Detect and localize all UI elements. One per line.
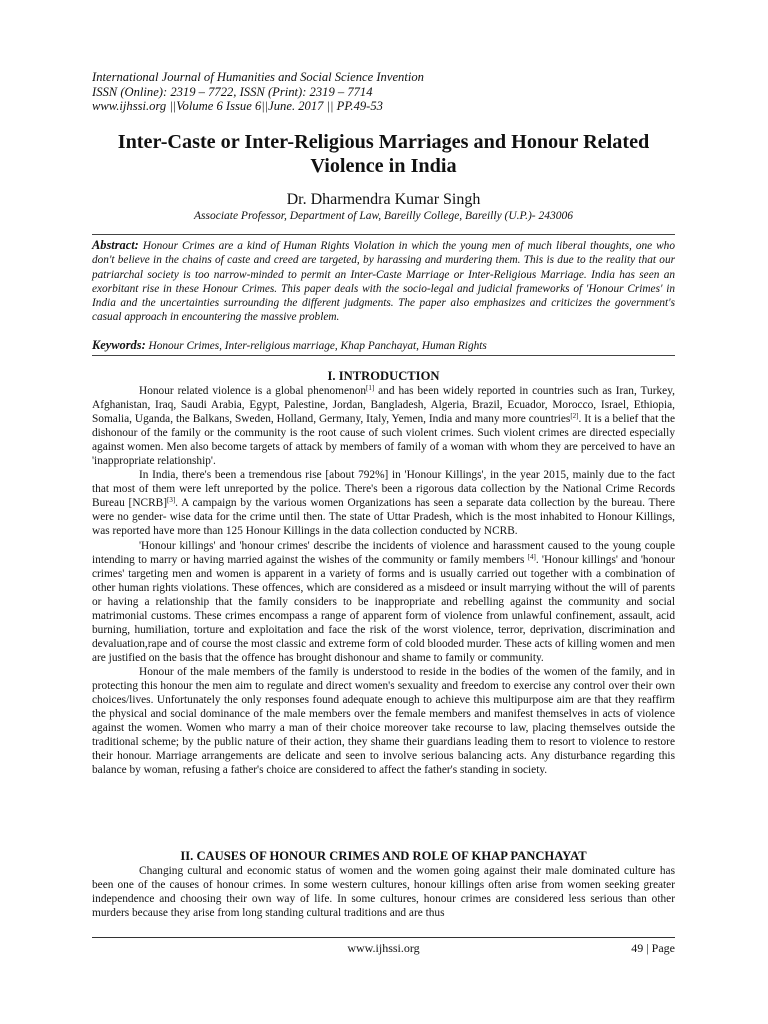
journal-name: International Journal of Humanities and Social Science Invention — [92, 70, 424, 84]
paper-title: Inter-Caste or Inter-Religious Marriages and Honour Related Violence in India — [117, 131, 650, 177]
citation[interactable]: [3] — [167, 496, 176, 505]
abstract-bottom-rule — [92, 355, 675, 356]
citation[interactable]: [2] — [570, 412, 579, 421]
citation[interactable]: [1] — [366, 384, 375, 392]
keywords — [92, 338, 675, 353]
journal-issn: ISSN (Online): 2319 – 7722, ISSN (Print): 2319 – 7714 — [92, 84, 373, 99]
author-affiliation: Associate Professor, Department of Law, Bareilly College, Bareilly (U.P.)- 243006 — [193, 210, 574, 222]
paragraph-text: . 'Honour killings' and 'honour crimes' targeting men and women is apparent in a variety of forms and is usually carried out together with a combination of other human rights violations. These offences, which are considered as a misdeed or insult marrying without the will of parents or having a relationship that the family considers to be inappropriate and rebelling against the community and social matrimonial customs. These crimes encompass a range of apparent form of violence from unlawful confinement, assault, acid burning, humiliation, torture and exploitation and face the risk of the worst violence, terror, deprivation, discrimination and devaluation,rape and of course the most classic and extreme form of cold blooded murder. These acts of killing women and men are justified on the basis that the offence has brought dishonour and shame to family or community. — [92, 553, 675, 664]
paragraph-text: . It is a belief that the dishonour of the family or the community is the root cause of such violent crimes. Such violent crimes are directed especially against women. Men also become targets of attack by members of family of a woman with whom they are perceived to have an 'inappropriate relationship'. — [92, 413, 676, 468]
paragraph-text: Honour related violence is a global phenomenon — [139, 385, 367, 397]
paragraph-text: In India, there's been a tremendous rise [about 792%] in 'Honour Killings', in the year 2015, mainly due to the fact that most of them were left unreported by the police. There's been a rigorous data collection by the National Crime Records Bureau [NCRB] — [92, 469, 675, 510]
author-name: Dr. Dharmendra Kumar Singh — [286, 191, 481, 208]
section-heading-introduction: I. INTRODUCTION — [327, 369, 440, 383]
page-number: 49 | Page — [631, 941, 675, 955]
paragraph-text: 'Honour killings' and 'honour crimes' describe the incidents of violence and harassment caused to the young couple intending to marry or having married against the wishes of the community or family members — [92, 539, 675, 566]
footer-rule — [92, 937, 675, 938]
paragraph-text: . A campaign by the various women Organizations has seen a separate data collection by the bureau. There were no gender- wise data for the crime until then. The state of Uttar Pradesh, which is the most inhabited to Honour Killings, was reported have more than 125 Honour Killings in the data collection conducted by NCRB. — [92, 497, 676, 538]
abstract-top-rule — [92, 234, 675, 235]
keywords-text: Honour Crimes, Inter-religious marriage, Khap Panchayat, Human Rights — [148, 340, 487, 352]
paragraph-text: and has been widely reported in countries such as Iran, Turkey, Afghanistan, Iraq, Saudi Arabia, Egypt, Palestine, Jordan, Bangladesh, Algeria, Brazil, Ecuador, Morocco, Israel, Ethiopia, Somalia, Uganda, the Balkans, Sweden, Holland, Germany, Italy, Yemen, India and many more countries — [92, 385, 675, 426]
paragraph: Changing cultural and economic status of women and the women going against their male dominated culture has been one of the causes of honour crimes. In some western cultures, honour killings often arise from women seeking greater independence and choosing their own way of life. In some cultures, honour crimes are considered less serious than other murders because they arise from long standing cultural traditions and are thus — [92, 865, 675, 920]
paper-page — [92, 0, 675, 1024]
paragraph — [92, 539, 675, 665]
introduction-body — [92, 384, 675, 777]
journal-issue: www.ijhssi.org ||Volume 6 Issue 6||June. 2017 || PP.49-53 — [92, 99, 383, 113]
abstract — [92, 238, 675, 325]
causes-body — [92, 864, 675, 920]
abstract-text: Honour Crimes are a kind of Human Rights Violation in which the young men of much liberal thoughts, one who don't believe in the chains of caste and creed are targeted, by harassing and murdering them. This is due to the reality that our patriarchal society is too narrow-minded to permit an Inter-Caste Marriage or Inter-Religious Marriage. India has seen an exorbitant rise in these Honour Crimes. This paper deals with the socio-legal and judicial frameworks of 'Honour Crimes' in India and the uncertainties surrounding the different judgments. The paper also emphasizes and criticizes the government's casual approach in encountering the massive problem. — [92, 240, 675, 324]
paragraph — [92, 384, 675, 468]
paragraph — [92, 468, 675, 538]
paragraph: Honour of the male members of the family is understood to reside in the bodies of the women of the family, and in protecting this honour the men aim to regulate and direct women's sexuality and freedom to exercise any control over their own choices/lives. Unfortunately the only responses found adequate enough to achieve this multipurpose aim are that they reaffirm the physical and social dominance of the male members over the female members and manifest themselves in acts of violence against the women. Women who marry a man of their choice moreover take recourse to law, placing themselves outside the traditional scheme; by the public nature of their action, they shame their guardians leading them to resort to violence to restore their honour. Marriage arrangements are delicate and seen to involve serious balancing acts. Any disturbance regarding this balance by woman, refusing a father's choice are considered to affect the father's standing in society. — [92, 665, 675, 777]
section-heading-causes: II. CAUSES OF HONOUR CRIMES AND ROLE OF KHAP PANCHAYAT — [180, 849, 587, 863]
journal-header — [92, 70, 424, 114]
abstract-label: Abstract: — [92, 238, 139, 252]
citation[interactable]: [4] — [527, 552, 536, 561]
footer-url[interactable]: www.ijhssi.org — [347, 941, 420, 955]
keywords-label: Keywords: — [92, 338, 146, 352]
